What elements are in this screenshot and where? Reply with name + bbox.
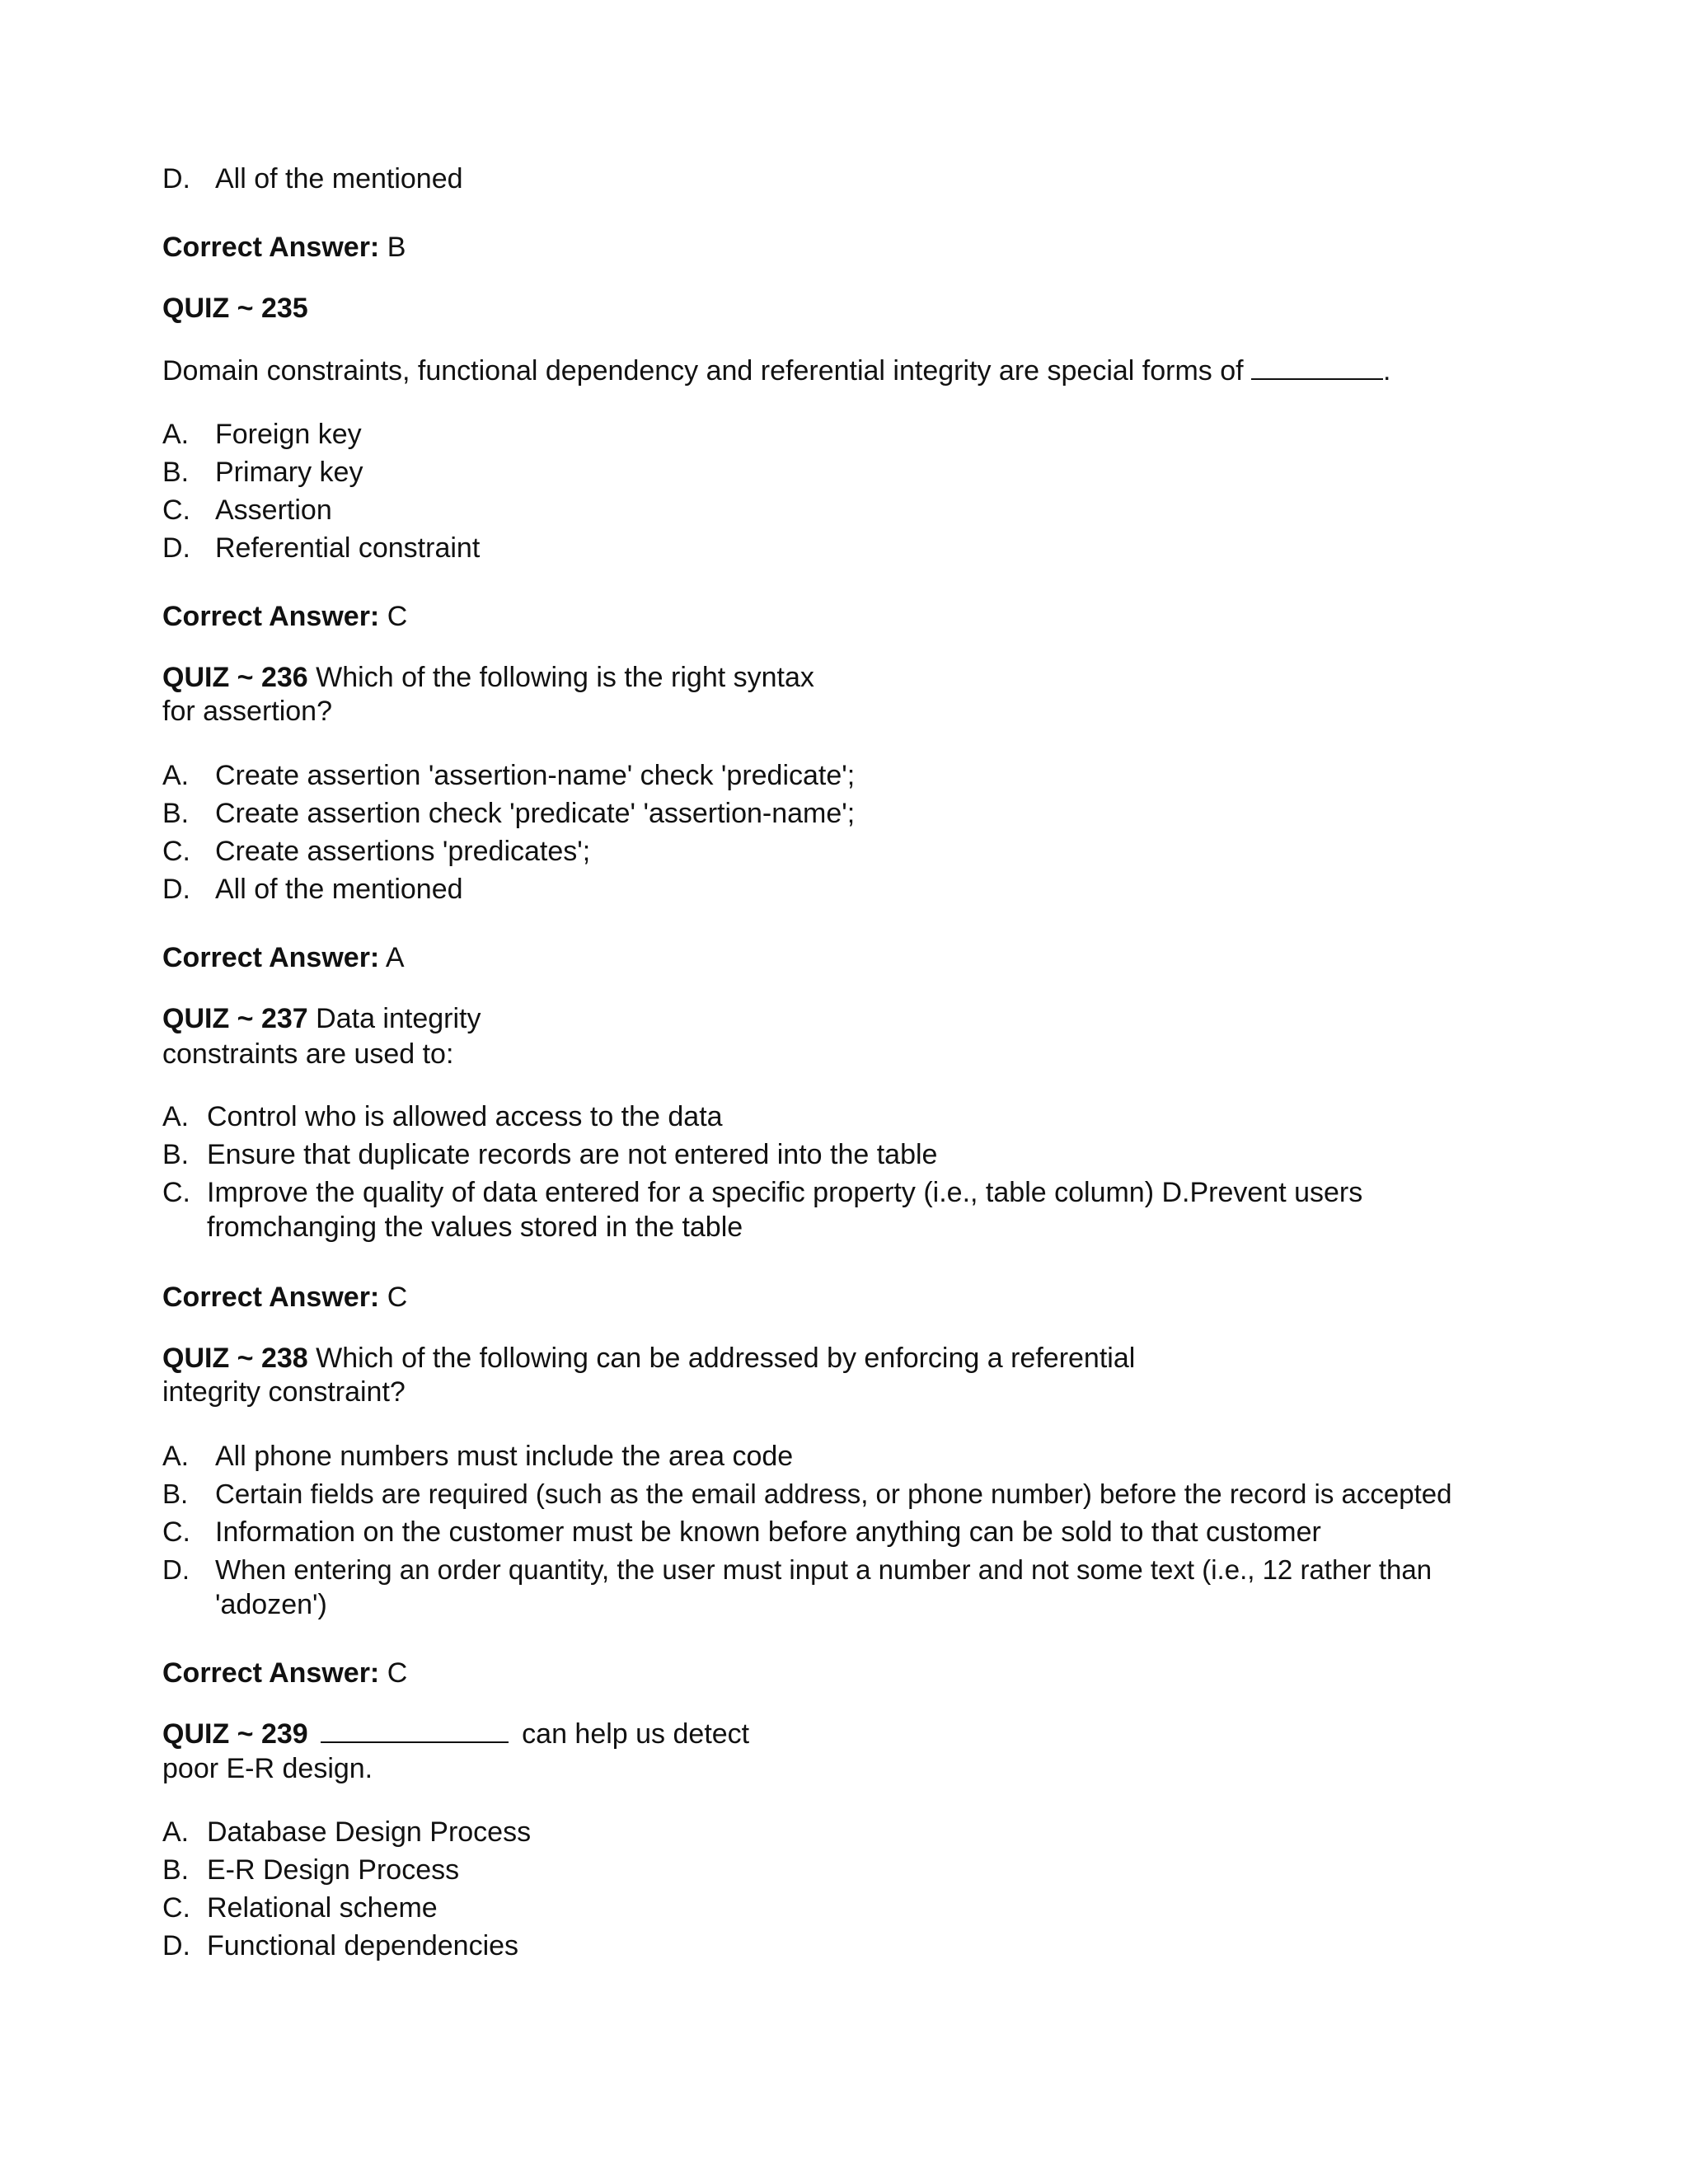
option-text: Certain fields are required (such as the email address, or phone number) before the record is accepted xyxy=(215,1479,1452,1509)
quiz-235-correct-answer xyxy=(162,599,407,634)
quiz-236-option-a xyxy=(162,758,855,793)
quiz-237-option-c xyxy=(162,1175,1362,1210)
question-text: Domain constraints, functional dependency and referential integrity are special forms of xyxy=(162,355,1244,387)
option-letter: D. xyxy=(162,1554,190,1585)
correct-answer-label: Correct Answer: xyxy=(162,942,380,973)
quiz-238-option-c xyxy=(162,1515,1321,1549)
quiz-239-option-d xyxy=(162,1929,518,1963)
option-letter: D. xyxy=(162,532,190,564)
quiz-239-heading: QUIZ ~ 239 xyxy=(162,1718,308,1750)
quiz-239-question-cont: poor E-R design. xyxy=(162,1753,373,1784)
option-text: Assertion xyxy=(215,494,332,526)
option-text: Foreign key xyxy=(215,419,362,450)
quiz-235-option-a xyxy=(162,417,362,452)
question-text: can help us detect xyxy=(522,1718,750,1750)
quiz-239-question xyxy=(162,1717,749,1751)
option-letter: A. xyxy=(162,1441,190,1472)
option-text: Information on the customer must be known before anything can be sold to that customer xyxy=(215,1516,1321,1548)
answer-blank xyxy=(1251,354,1383,380)
quiz-236-correct-answer xyxy=(162,940,405,975)
option-text: Create assertion 'assertion-name' check 'predicate'; xyxy=(215,760,856,791)
option-letter: B. xyxy=(162,457,190,488)
option-letter: A. xyxy=(162,1101,190,1132)
option-letter: B. xyxy=(162,1479,189,1509)
correct-answer-value: C xyxy=(387,1657,408,1689)
quiz-235-option-c xyxy=(162,493,332,527)
question-text: Which of the following is the right syntax xyxy=(316,662,814,693)
option-letter: D. xyxy=(162,163,190,194)
option-letter: D. xyxy=(162,874,190,905)
quiz-239-option-c xyxy=(162,1891,438,1925)
correct-answer-value: C xyxy=(387,1282,408,1313)
quiz-236-option-d xyxy=(162,872,463,907)
quiz-238-option-b xyxy=(162,1477,1451,1511)
option-letter: A. xyxy=(162,760,190,791)
option-letter: C. xyxy=(162,1516,190,1548)
quiz-237-question xyxy=(162,1001,481,1036)
option-text: Create assertions 'predicates'; xyxy=(215,836,591,867)
quiz-239-option-a xyxy=(162,1815,531,1849)
option-text: Control who is allowed access to the data xyxy=(207,1101,723,1132)
option-letter: A. xyxy=(162,419,190,450)
option-text: Primary key xyxy=(215,457,363,488)
quiz-238-option-d xyxy=(162,1553,1432,1587)
option-letter: A. xyxy=(162,1816,190,1848)
question-suffix: . xyxy=(1383,355,1391,387)
correct-answer-label: Correct Answer: xyxy=(162,232,380,263)
option-text: Relational scheme xyxy=(207,1892,438,1924)
answer-blank xyxy=(321,1717,509,1743)
quiz-235-option-b xyxy=(162,455,363,490)
quiz-236-option-b xyxy=(162,796,855,831)
quiz-237-option-a xyxy=(162,1099,723,1134)
option-letter: B. xyxy=(162,1854,190,1886)
correct-answer-label: Correct Answer: xyxy=(162,1282,380,1313)
question-text: Data integrity xyxy=(316,1003,481,1034)
correct-answer-value: A xyxy=(385,942,405,973)
quiz-236-question xyxy=(162,660,814,695)
option-letter: C. xyxy=(162,1892,190,1924)
correct-answer-value: B xyxy=(387,232,406,263)
option-text: Create assertion check 'predicate' 'assertion-name'; xyxy=(215,798,856,829)
quiz-237-correct-answer xyxy=(162,1280,407,1315)
option-text: All phone numbers must include the area code xyxy=(215,1441,794,1472)
option-d xyxy=(162,162,463,196)
option-text: Functional dependencies xyxy=(207,1930,519,1961)
option-text: All of the mentioned xyxy=(215,874,463,905)
option-letter: C. xyxy=(162,494,190,526)
quiz-237-option-c-cont: fromchanging the values stored in the table xyxy=(207,1212,743,1243)
option-text: All of the mentioned xyxy=(215,163,463,194)
quiz-236-heading: QUIZ ~ 236 xyxy=(162,662,308,693)
quiz-238-question-cont: integrity constraint? xyxy=(162,1376,406,1408)
quiz-236-question-cont: for assertion? xyxy=(162,696,332,727)
quiz-238-heading: QUIZ ~ 238 xyxy=(162,1343,308,1374)
option-letter: B. xyxy=(162,798,190,829)
quiz-239-option-b xyxy=(162,1853,459,1887)
option-text: When entering an order quantity, the user must input a number and not some text (i.e., 12 rather than xyxy=(215,1554,1432,1585)
option-text: Improve the quality of data entered for a specific property (i.e., table column) D.Prevent users xyxy=(207,1177,1363,1208)
quiz-235-option-d xyxy=(162,531,480,565)
quiz-236-option-c xyxy=(162,834,590,869)
quiz-237-heading: QUIZ ~ 237 xyxy=(162,1003,308,1034)
option-letter: B. xyxy=(162,1139,190,1170)
quiz-235-question xyxy=(162,354,1391,388)
quiz-235-heading: QUIZ ~ 235 xyxy=(162,293,308,324)
correct-answer-value: C xyxy=(387,601,408,632)
option-text: E-R Design Process xyxy=(207,1854,460,1886)
quiz-238-option-a xyxy=(162,1439,793,1474)
option-text: Ensure that duplicate records are not entered into the table xyxy=(207,1139,938,1170)
correct-answer-label: Correct Answer: xyxy=(162,1657,380,1689)
option-letter: C. xyxy=(162,1177,190,1208)
quiz-238-question xyxy=(162,1341,1135,1376)
quiz-238-option-d-cont: 'adozen') xyxy=(215,1589,327,1620)
correct-answer-label: Correct Answer: xyxy=(162,601,380,632)
option-text: Database Design Process xyxy=(207,1816,532,1848)
quiz-237-option-b xyxy=(162,1137,937,1172)
question-text: Which of the following can be addressed by enforcing a referential xyxy=(316,1343,1136,1374)
option-text: Referential constraint xyxy=(215,532,481,564)
quiz-238-correct-answer xyxy=(162,1656,407,1690)
option-letter: D. xyxy=(162,1930,190,1961)
option-letter: C. xyxy=(162,836,190,867)
quiz-237-question-cont: constraints are used to: xyxy=(162,1038,454,1070)
correct-answer xyxy=(162,230,406,265)
